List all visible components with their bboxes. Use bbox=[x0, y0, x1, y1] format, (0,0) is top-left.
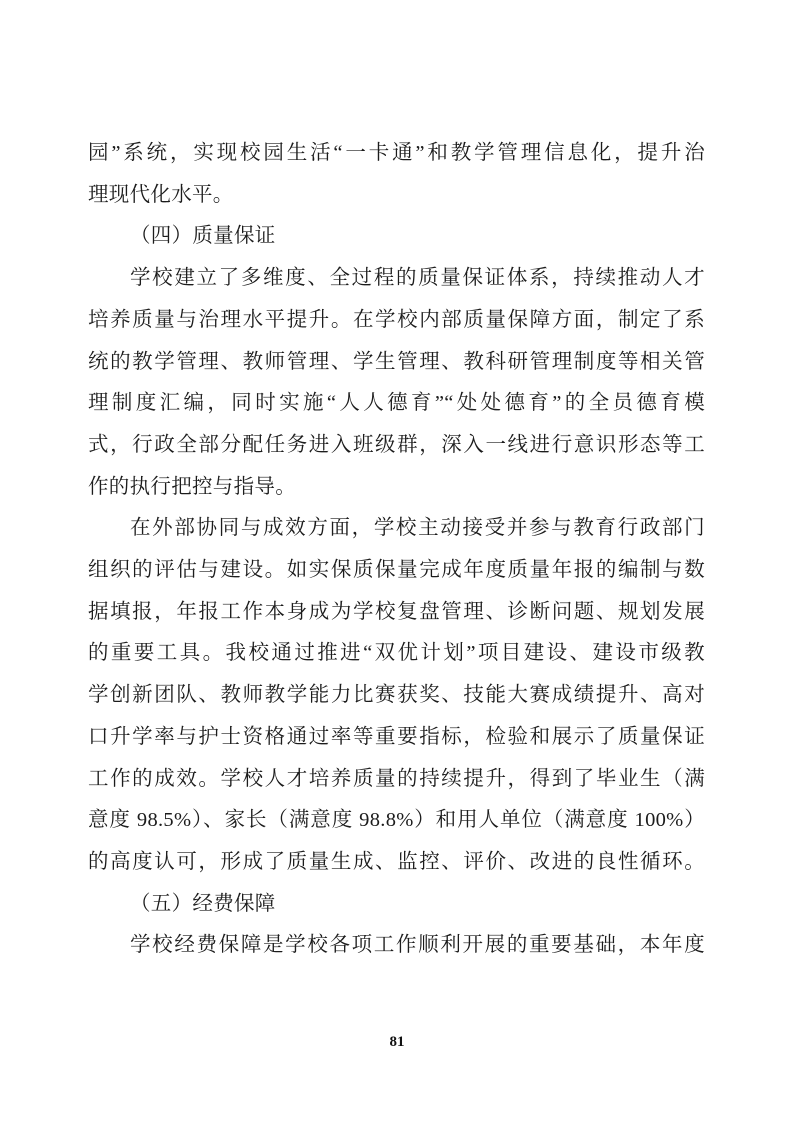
text-line: （四）质量保证 bbox=[130, 225, 276, 248]
text-line: 学创新团队、教师教学能力比赛获奖、技能大赛成绩提升、高对 bbox=[88, 684, 705, 707]
text-line: 培养质量与治理水平提升。在学校内部质量保障方面，制定了系 bbox=[88, 308, 705, 331]
text-line: 组织的评估与建设。如实保质保量完成年度质量年报的编制与数 bbox=[88, 559, 705, 582]
text-line: 据填报，年报工作本身成为学校复盘管理、诊断问题、规划发展 bbox=[88, 600, 705, 623]
text-line: 式，行政全部分配任务进入班级群，深入一线进行意识形态等工 bbox=[88, 433, 705, 456]
text-line: 作的执行把控与指导。 bbox=[88, 475, 296, 498]
text-line: 学校经费保障是学校各项工作顺利开展的重要基础，本年度 bbox=[130, 934, 705, 957]
text-line: 口升学率与护士资格通过率等重要指标，检验和展示了质量保证 bbox=[88, 725, 705, 748]
text-line: 理现代化水平。 bbox=[88, 183, 234, 206]
text-line: 学校建立了多维度、全过程的质量保证体系，持续推动人才 bbox=[130, 267, 705, 290]
text-line: 意度 98.5%）、家长（满意度 98.8%）和用人单位（满意度 100%） bbox=[88, 809, 705, 832]
page-body bbox=[88, 133, 705, 967]
text-line: 统的教学管理、教师管理、学生管理、教科研管理制度等相关管 bbox=[88, 350, 705, 373]
text-line: 的高度认可，形成了质量生成、监控、评价、改进的良性循环。 bbox=[88, 850, 705, 873]
text-line: （五）经费保障 bbox=[130, 892, 276, 915]
text-line: 园”系统，实现校园生活“一卡通”和教学管理信息化，提升治 bbox=[88, 142, 705, 164]
page-number: 81 bbox=[389, 1034, 405, 1050]
text-line: 在外部协同与成效方面，学校主动接受并参与教育行政部门 bbox=[130, 517, 705, 540]
text-line: 的重要工具。我校通过推进“双优计划”项目建设、建设市级教 bbox=[88, 642, 705, 665]
text-line: 工作的成效。学校人才培养质量的持续提升，得到了毕业生（满 bbox=[88, 767, 705, 790]
text-line: 理制度汇编，同时实施“人人德育”“处处德育”的全员德育模 bbox=[88, 392, 705, 415]
